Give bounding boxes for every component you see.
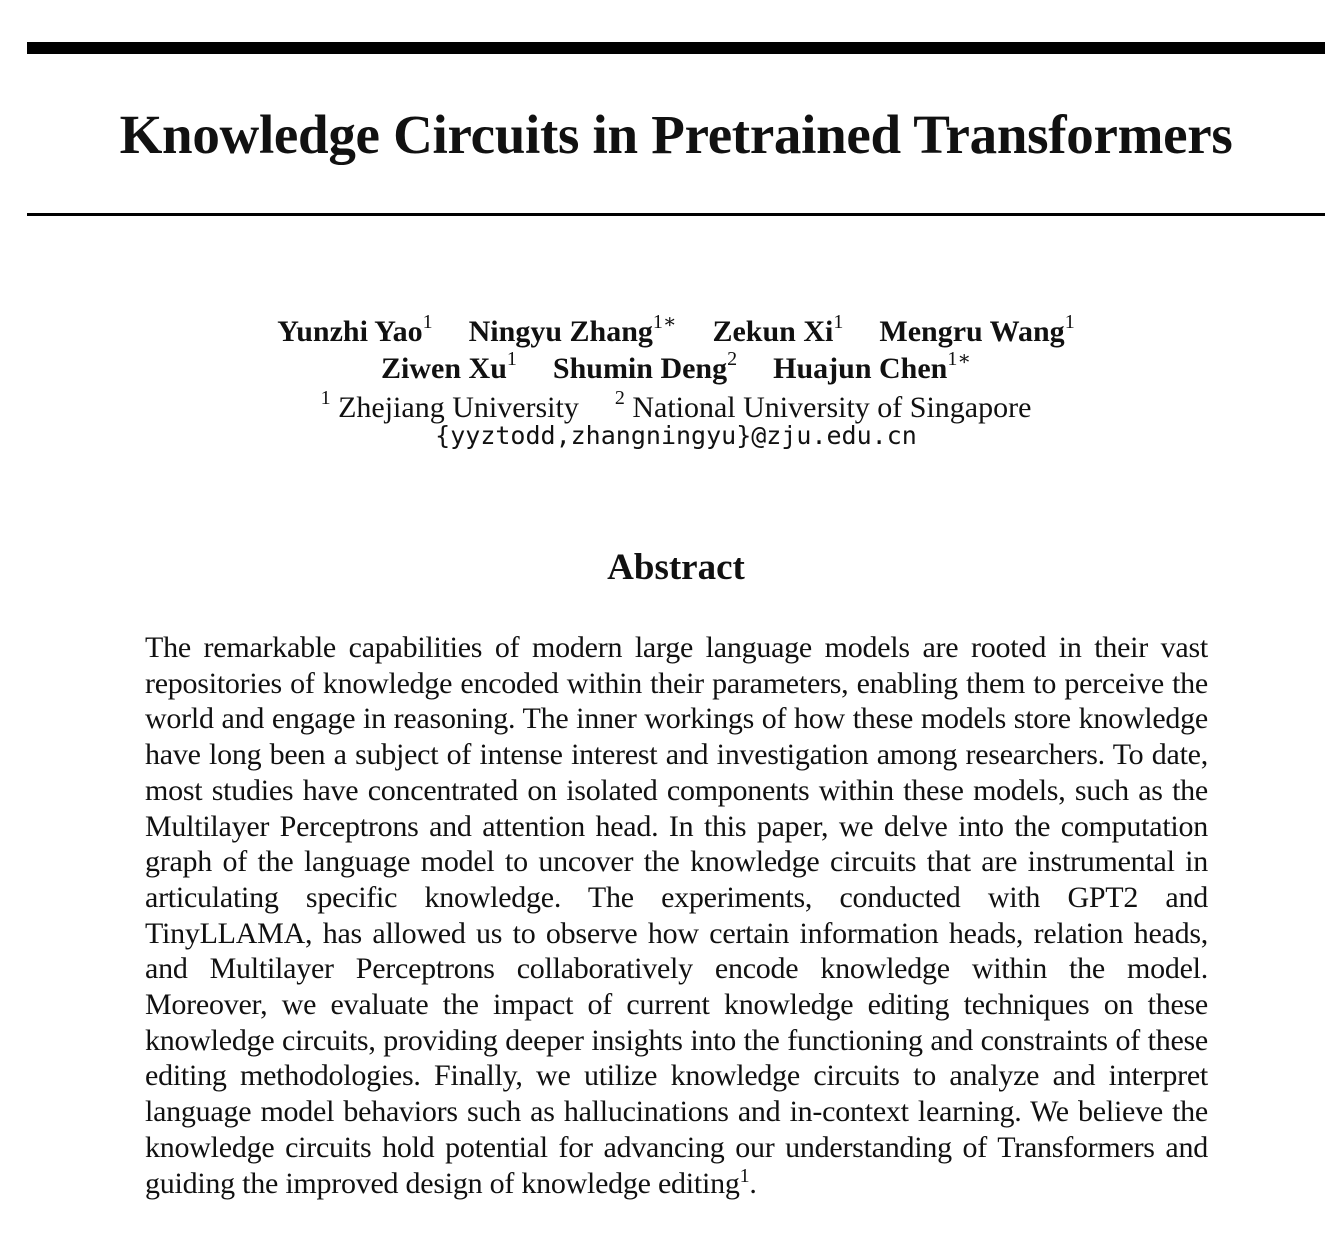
author-huajun-chen: Huajun Chen$^{1∗}$: [773, 348, 971, 385]
author-yunzhi-yao: Yunzhi Yao$^1$: [277, 311, 433, 348]
author-ziwen-xu: Ziwen Xu$^1$: [381, 348, 517, 385]
abstract-end: .: [749, 1166, 757, 1200]
author-mengru-wang: Mengru Wang$^1$: [879, 311, 1075, 348]
authors-line-2: [0, 343, 1342, 387]
contact-email: {yyztodd,zhangningyu}@zju.edu.cn: [435, 421, 917, 450]
abstract-text: [145, 630, 1208, 1201]
abstract-heading: Abstract: [607, 547, 745, 588]
affiliation-nus: $^2$ National University of Singapore: [614, 387, 1032, 424]
affiliation-zhejiang: $^1$ Zhejiang University: [320, 387, 579, 424]
footnote-mark: 1: [739, 1164, 750, 1187]
paper-title: Knowledge Circuits in Pretrained Transformers: [119, 104, 1233, 165]
top-rule: [27, 42, 1325, 54]
title-bottom-rule: [27, 213, 1325, 216]
abstract-body-text: The remarkable capabilities of modern large language models are rooted in their vast repositories of knowledge encoded within their parameters, enabling them to perceive the world and engage in reasoning. The inner workings of how these models store knowledge have long been a subject of intense interest and investigation among researchers. To date, most studies have concentrated on isolated components within these models, such as the Multilayer Perceptrons and attention head. In this paper, we delve into the computation graph of the language model to uncover the knowledge circuits that are instrumental in articulating specific knowledge. The experiments, conducted with GPT2 and TinyLLAMA, has allowed us to observe how certain information heads, relation heads, and Multilayer Perceptrons collaboratively encode knowledge within the model. Moreover, we evaluate the impact of current knowledge editing techniques on these knowledge circuits, providing deeper insights into the functioning and constraints of these editing methodologies. Finally, we utilize knowledge circuits to analyze and interpret language model behaviors such as hallucinations and in-context learning. We believe the knowledge circuits hold potential for advancing our understanding of Transformers and guiding the improved design of knowledge editing: [145, 631, 1208, 1200]
author-ningyu-zhang: Ningyu Zhang$^{1∗}$: [468, 311, 677, 348]
author-shumin-deng: Shumin Deng$^2$: [552, 348, 738, 385]
author-zekun-xi: Zekun Xi$^1$: [712, 311, 844, 348]
